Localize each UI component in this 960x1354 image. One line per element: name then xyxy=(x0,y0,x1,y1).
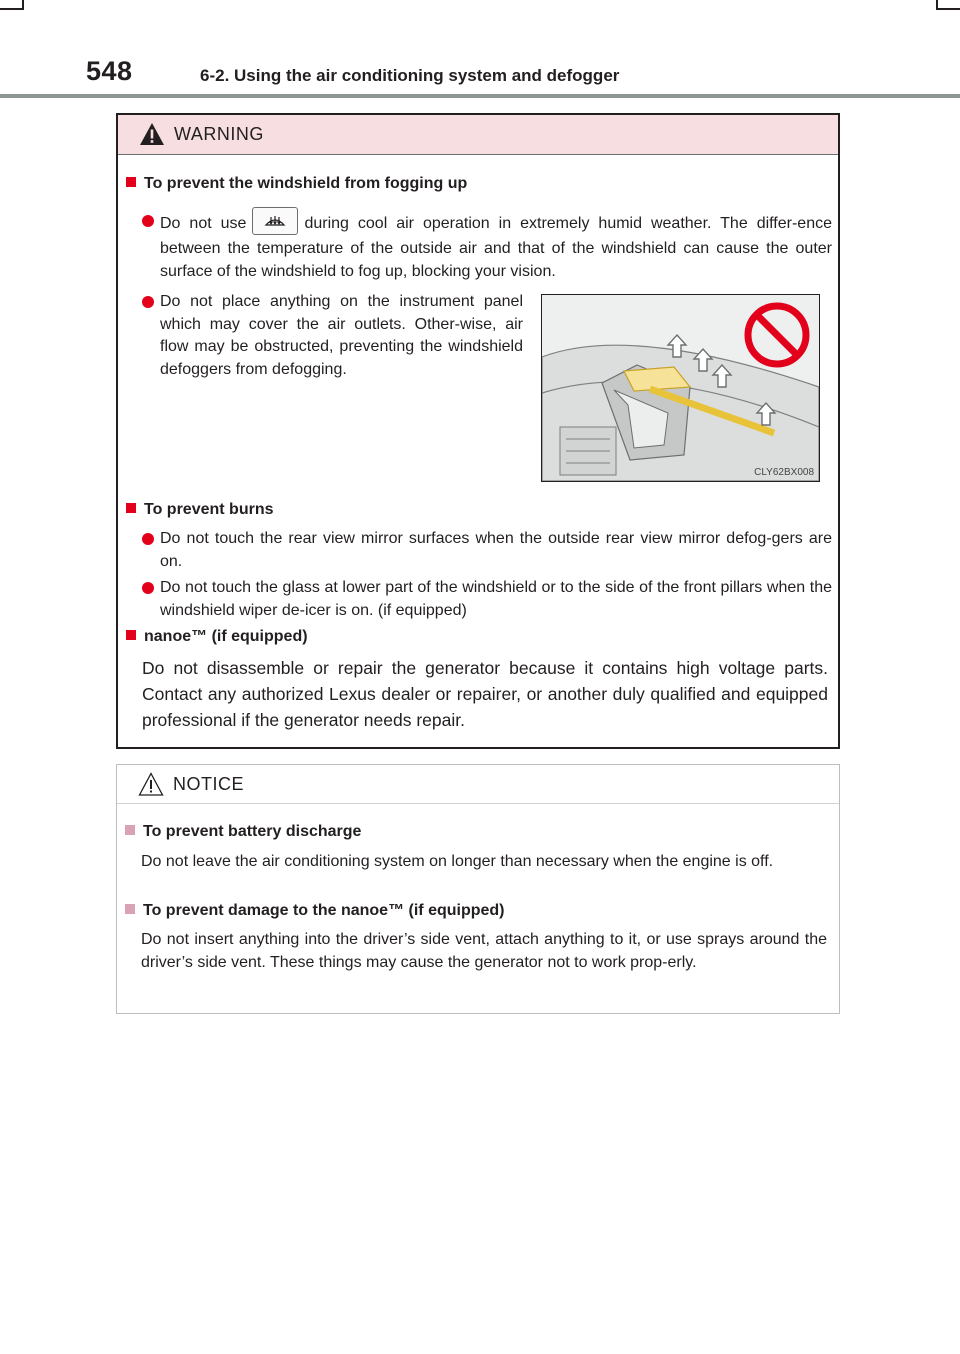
notice-box xyxy=(116,764,840,1014)
header-rule xyxy=(0,94,960,98)
subheading-nanoe-damage: To prevent damage to the nanoe™ (if equipped) xyxy=(125,902,505,920)
red-square-icon xyxy=(126,503,136,513)
pink-square-icon xyxy=(125,825,135,835)
subheading-nanoe: nanoe™ (if equipped) xyxy=(126,628,308,646)
crop-mark xyxy=(936,0,938,8)
bullet-windshield-deicer: Do not touch the glass at lower part of the windshield or to the side of the front pillars when the windshield wiper de-icer is on. (if equipped) xyxy=(142,577,832,622)
subheading-battery: To prevent battery discharge xyxy=(125,823,361,841)
warning-header xyxy=(118,115,838,155)
subheading-burns: To prevent burns xyxy=(126,501,274,519)
figure-code: CLY62BX008 xyxy=(754,467,814,478)
red-bullet-icon xyxy=(142,296,154,308)
windshield-defogger-button-icon xyxy=(252,207,298,235)
page-number: 548 xyxy=(86,56,133,86)
dashboard-figure xyxy=(542,295,819,481)
crop-mark xyxy=(936,8,960,10)
warning-title: WARNING xyxy=(174,124,264,144)
pink-square-icon xyxy=(125,904,135,914)
red-bullet-icon xyxy=(142,533,154,545)
instrument-panel-illustration xyxy=(541,294,820,482)
red-square-icon xyxy=(126,177,136,187)
red-square-icon xyxy=(126,630,136,640)
subheading-fogging: To prevent the windshield from fogging up xyxy=(126,175,467,193)
bullet-do-not-use: Do not use during cool air operation in extremely humid weather. The differ-ence between the temperature of the outside air and that of the windshield can cause the outer surface of the windshield to fog up, blocking your vision. xyxy=(142,210,832,283)
bullet-mirror-defoggers: Do not touch the rear view mirror surfaces when the outside rear view mirror defog-gers are on. xyxy=(142,528,832,573)
warning-box xyxy=(116,113,840,749)
crop-mark xyxy=(0,8,24,10)
nanoe-warning-text: Do not disassemble or repair the generator because it contains high voltage parts. Contact any authorized Lexus dealer or repairer, or another duly qualified and equipped professional if the generator needs repair. xyxy=(142,658,828,730)
notice-title: NOTICE xyxy=(173,774,245,794)
crop-mark xyxy=(22,0,24,8)
red-bullet-icon xyxy=(142,582,154,594)
red-bullet-icon xyxy=(142,215,154,227)
battery-notice-text: Do not leave the air conditioning system on longer than necessary when the engine is off. xyxy=(141,853,774,870)
vent-notice-text: Do not insert anything into the driver’s side vent, attach anything to it, or use sprays around the driver’s side vent. These things may cause the generator not to work prop-erly. xyxy=(141,931,827,971)
notice-triangle-icon xyxy=(138,772,164,796)
section-title: 6-2. Using the air conditioning system and defogger xyxy=(200,66,620,85)
bullet-instrument-panel: Do not place anything on the instrument panel which may cover the air outlets. Other-wise, air flow may be obstructed, preventing the windshield defoggers from defogging. xyxy=(142,291,523,381)
warning-triangle-icon xyxy=(139,122,165,146)
notice-header xyxy=(117,765,839,804)
